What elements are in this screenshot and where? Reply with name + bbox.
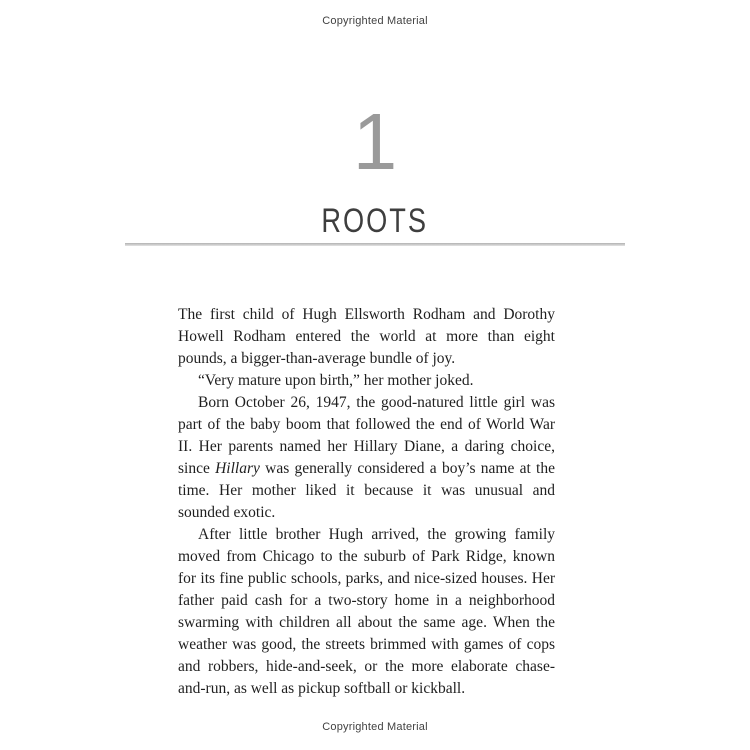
text-segment: After little brother Hugh arrived, the growing family moved from Chicago to the suburb of Park Ridge, known for its fine public schools, parks, and nice-sized houses. Her father paid cash for a two-story home in a neighborhood swarming with children all about the same age. When the weather was good, the streets brimmed with games of cops and robbers, hide-and-seek, or the more elaborate chase-and-run, as well as pickup softball or kickball. (178, 526, 555, 697)
copyright-notice-bottom: Copyrighted Material (322, 721, 428, 733)
copyright-notice-top: Copyrighted Material (322, 15, 428, 27)
text-segment: was generally considered a boy’s name at the time. Her mother liked it because it was unusual and sounded exotic. (178, 460, 555, 521)
chapter-title: ROOTS (321, 202, 429, 240)
title-divider-rule (125, 243, 625, 246)
text-segment: “Very mature upon birth,” her mother joked. (198, 372, 474, 389)
text-segment: Born October 26, 1947, the good-natured little girl was part of the baby boom that followed the end of World War II. Her parents named her Hillary Diane, a daring choice, since (178, 394, 555, 477)
text-segment: The first child of Hugh Ellsworth Rodham and Dorothy Howell Rodham entered the world at more than eight pounds, a bigger-than-average bundle of joy. (178, 306, 555, 367)
chapter-title-row (0, 204, 750, 238)
body-text (178, 304, 555, 700)
italic-text-segment: Hillary (215, 460, 260, 477)
paragraph (178, 524, 555, 700)
paragraph (178, 392, 555, 524)
chapter-number: 1 (352, 97, 398, 186)
paragraph (178, 304, 555, 370)
paragraph (178, 370, 555, 392)
